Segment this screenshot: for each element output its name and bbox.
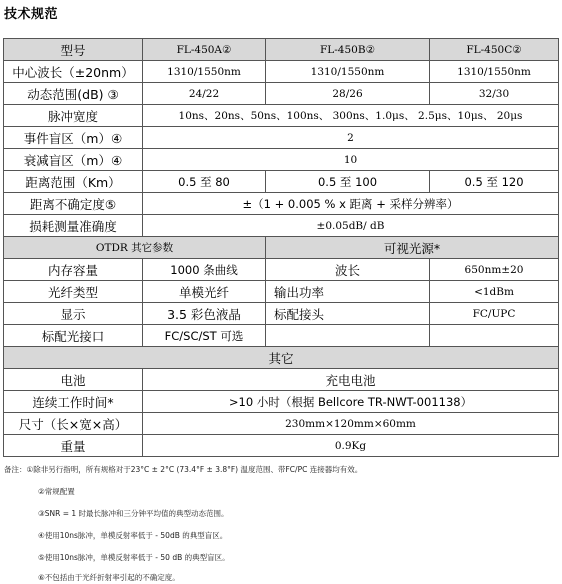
memory-label: 内存容量	[4, 259, 143, 281]
model-a: FL-450A②	[143, 39, 266, 61]
vfl-wavelength-value: 650nm±20	[430, 259, 559, 281]
wavelength-c: 1310/1550nm	[430, 61, 559, 83]
vfl-connector-value: FC/UPC	[430, 303, 559, 325]
footnote: ⑤使用10ns脉冲，单模反射率低于 - 50 dB 的典型盲区。	[38, 553, 230, 562]
table-row	[4, 171, 559, 193]
output-value: <1dBm	[430, 281, 559, 303]
table-row	[4, 105, 559, 127]
table-row	[4, 193, 559, 215]
vfl-connector-label: 标配接头	[266, 303, 430, 325]
atten-deadzone-value: 10	[143, 149, 559, 171]
table-row	[4, 127, 559, 149]
size-value: 230mm×120mm×60mm	[143, 413, 559, 435]
table-row	[4, 413, 559, 435]
dynamic-label: 动态范围(dB) ③	[4, 83, 143, 105]
battery-label: 电池	[4, 369, 143, 391]
pulse-label: 脉冲宽度	[4, 105, 143, 127]
vfl-wavelength-label: 波长	[266, 259, 430, 281]
table-row	[4, 215, 559, 237]
wavelength-a: 1310/1550nm	[143, 61, 266, 83]
table-row	[4, 325, 559, 347]
otdr-header: OTDR 其它参数	[4, 237, 266, 259]
pulse-value: 10ns、20ns、50ns、100ns、 300ns、1.0μs、 2.5μs、10μs、 20μs	[143, 105, 559, 127]
empty-cell	[430, 325, 559, 347]
event-deadzone-label: 事件盲区（m）④	[4, 127, 143, 149]
table-row	[4, 237, 559, 259]
table-row	[4, 303, 559, 325]
size-label: 尺寸（长×宽×高）	[4, 413, 143, 435]
output-label: 输出功率	[266, 281, 430, 303]
spec-table	[3, 38, 559, 457]
model-label: 型号	[4, 39, 143, 61]
model-b: FL-450B②	[266, 39, 430, 61]
table-row	[4, 391, 559, 413]
footnote: ④使用10ns脉冲，单模反射率低于 - 50dB 的典型盲区。	[38, 531, 228, 540]
fiber-label: 光纤类型	[4, 281, 143, 303]
footnote: 备注：①除非另行指明，所有规格对于23°C ± 2°C (73.4°F ± 3.8°F) 温度范围、带FC/PC 连接器均有效。	[4, 465, 363, 474]
table-row	[4, 281, 559, 303]
other-header: 其它	[4, 347, 559, 369]
atten-deadzone-label: 衰减盲区（m）④	[4, 149, 143, 171]
display-value: 3.5 彩色液晶	[143, 303, 266, 325]
page-title: 技术规范	[4, 7, 59, 22]
footnote: ②常规配置	[38, 487, 75, 496]
uncertainty-value: ±（1 + 0.005 % x 距离 + 采样分辨率）	[143, 193, 559, 215]
footnote: ③SNR = 1 时最长脉冲和三分钟平均值的典型动态范围。	[38, 509, 229, 518]
table-row	[4, 83, 559, 105]
dynamic-b: 28/26	[266, 83, 430, 105]
display-label: 显示	[4, 303, 143, 325]
empty-cell	[266, 325, 430, 347]
table-row	[4, 149, 559, 171]
event-deadzone-value: 2	[143, 127, 559, 149]
runtime-label: 连续工作时间*	[4, 391, 143, 413]
battery-value: 充电电池	[143, 369, 559, 391]
wavelength-label: 中心波长（±20nm）	[4, 61, 143, 83]
loss-value: ±0.05dB/ dB	[143, 215, 559, 237]
range-label: 距离范围（Km）	[4, 171, 143, 193]
memory-value: 1000 条曲线	[143, 259, 266, 281]
range-a: 0.5 至 80	[143, 171, 266, 193]
table-row	[4, 369, 559, 391]
table-row	[4, 61, 559, 83]
vfl-header: 可视光源*	[266, 237, 559, 259]
uncertainty-label: 距离不确定度⑤	[4, 193, 143, 215]
runtime-value: >10 小时（根据 Bellcore TR-NWT-001138）	[143, 391, 559, 413]
port-value: FC/SC/ST 可选	[143, 325, 266, 347]
wavelength-b: 1310/1550nm	[266, 61, 430, 83]
footnote: ⑥不包括由于光纤折射率引起的不确定度。	[38, 573, 180, 582]
table-row	[4, 39, 559, 61]
model-c: FL-450C②	[430, 39, 559, 61]
weight-value: 0.9Kg	[143, 435, 559, 457]
dynamic-a: 24/22	[143, 83, 266, 105]
fiber-value: 单模光纤	[143, 281, 266, 303]
dynamic-c: 32/30	[430, 83, 559, 105]
range-b: 0.5 至 100	[266, 171, 430, 193]
table-row	[4, 435, 559, 457]
table-row	[4, 347, 559, 369]
table-row	[4, 259, 559, 281]
port-label: 标配光接口	[4, 325, 143, 347]
loss-label: 损耗测量准确度	[4, 215, 143, 237]
range-c: 0.5 至 120	[430, 171, 559, 193]
weight-label: 重量	[4, 435, 143, 457]
